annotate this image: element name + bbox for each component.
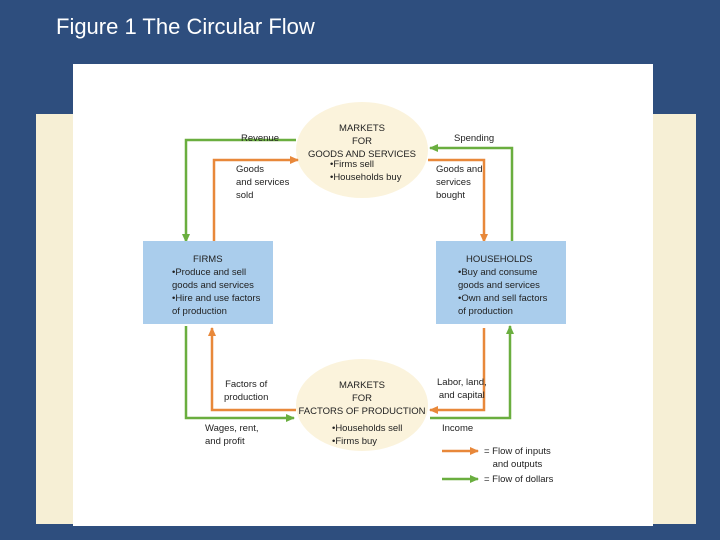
wages-flow-arrow — [186, 326, 294, 418]
legend-dollars-text: = Flow of dollars — [484, 474, 554, 485]
spending-label: Spending — [454, 133, 495, 144]
firms-bullets: •Produce and sell goods and services •Hire and use factors of production — [172, 267, 261, 317]
firms-title: FIRMS — [193, 254, 223, 265]
factors-of-production-label: Factors of production — [224, 379, 269, 403]
households-title: HOUSEHOLDS — [466, 254, 533, 265]
income-flow-arrow — [430, 326, 510, 418]
revenue-label: Revenue — [241, 133, 280, 144]
wages-label: Wages, rent, and profit — [205, 423, 259, 447]
goods-bought-label: Goods and services bought — [436, 164, 483, 201]
slide-title: Figure 1 The Circular Flow — [56, 14, 315, 39]
income-label: Income — [442, 423, 474, 434]
markets-goods-bullets: •Firms sell •Households buy — [330, 159, 402, 183]
goods-sold-label: Goods and services sold — [236, 164, 290, 201]
markets-factors-bullets: •Households sell •Firms buy — [332, 423, 403, 447]
households-bullets: •Buy and consume goods and services •Own and sell factors of production — [458, 267, 548, 317]
legend-inputs-outputs-text: = Flow of inputs and outputs — [484, 446, 551, 470]
labor-label: Labor, land, and capital — [437, 377, 487, 401]
markets-factors-title: MARKETS FOR FACTORS OF PRODUCTION — [298, 380, 426, 417]
markets-goods-title: MARKETS FOR GOODS AND SERVICES — [307, 123, 417, 160]
